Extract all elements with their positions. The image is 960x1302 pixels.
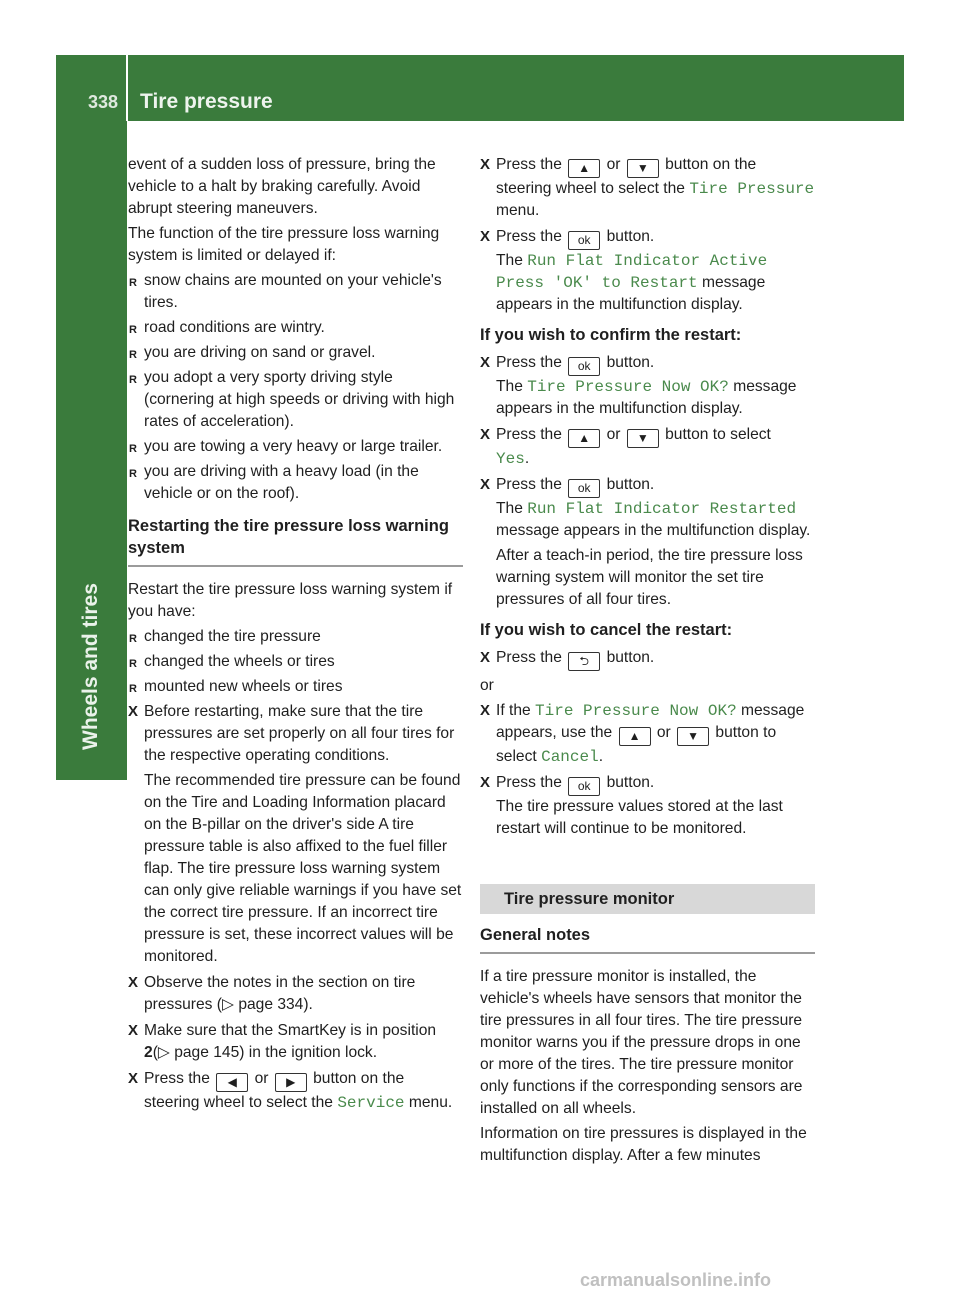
step-text: Make sure that the SmartKey is in position xyxy=(144,1022,437,1039)
display-message: Yes xyxy=(496,450,525,468)
step-item xyxy=(128,1020,463,1064)
down-arrow-key-icon: ▼ xyxy=(627,159,659,178)
paragraph: Information on tire pressures is displayed in the multifunction display. After a few minutes xyxy=(480,1125,807,1164)
step-text: Press the xyxy=(496,354,562,371)
subheading: If you wish to cancel the restart: xyxy=(480,621,733,639)
step-item xyxy=(480,474,815,611)
up-arrow-key-icon: ▲ xyxy=(619,727,651,746)
step-text: message appears in the multifunction display. xyxy=(496,274,766,313)
step-note: The recommended tire pressure can be found on the Tire and Loading Information placard on the B-pillar on the driver's side A tire pressure table is also affixed to the fuel filler flap. The tire pressure loss warning system can only give reliable warnings if you have set the correct tire pressure. If an incorrect tire pressure is set, these incorrect values will be monitored. xyxy=(144,772,462,965)
step-arrow-icon: X xyxy=(480,354,491,371)
step-note: After a teach-in period, the tire pressure loss warning system will monitor the set tire pressures of all four tires. xyxy=(496,547,803,608)
step-arrow-icon: X xyxy=(128,1070,139,1087)
heading-rule xyxy=(480,952,815,954)
step-arrow-icon: X xyxy=(480,228,491,245)
step-text: The xyxy=(496,378,523,395)
down-arrow-key-icon: ▼ xyxy=(627,429,659,448)
step-text: or xyxy=(606,156,621,173)
watermark: carmanualsonline.info xyxy=(580,1270,772,1290)
back-key-icon: ⮌ xyxy=(568,652,600,671)
step-item xyxy=(480,647,815,671)
step-note: The tire pressure values stored at the last restart will continue to be monitored. xyxy=(496,798,783,837)
ok-key-icon: ok xyxy=(568,357,600,376)
bullet-item: R you are driving on sand or gravel. xyxy=(128,342,463,364)
step-item xyxy=(480,772,815,840)
step-arrow-icon: X xyxy=(480,702,491,719)
display-message: Cancel xyxy=(541,748,599,766)
step-text: message appears in the multifunction display. xyxy=(496,522,811,539)
display-message: Tire Pressure Now OK? xyxy=(535,702,737,720)
step-text: Press the xyxy=(496,649,562,666)
key-position: 2 xyxy=(144,1044,153,1061)
step-text: message appears, use the xyxy=(496,702,805,741)
step-text: button. xyxy=(606,774,655,791)
step-text: Before restarting, make sure that the tire pressures are set properly on all four tires for the respective operating conditions. xyxy=(144,703,455,764)
step-text: menu. xyxy=(496,202,540,219)
bullet-item: R you are driving with a heavy load (in the vehicle or on the roof). xyxy=(128,461,463,505)
display-message: Service xyxy=(337,1094,405,1112)
bullet-item: R you are towing a very heavy or large trailer. xyxy=(128,436,463,458)
step-text: Press the xyxy=(144,1070,210,1087)
step-arrow-icon: X xyxy=(480,156,491,173)
up-arrow-key-icon: ▲ xyxy=(568,159,600,178)
step-text: The xyxy=(496,500,523,517)
bullet-item: R changed the tire pressure xyxy=(128,626,463,648)
side-label: Wheels and tires xyxy=(79,583,102,750)
step-text: button. xyxy=(606,476,655,493)
section-heading: General notes xyxy=(480,926,591,944)
step-text: Press the xyxy=(496,476,562,493)
step-arrow-icon: X xyxy=(480,476,491,493)
step-text: (▷ page 145) in the ignition lock. xyxy=(152,1044,378,1061)
step-text: or xyxy=(606,426,621,443)
bullet-item: R changed the wheels or tires xyxy=(128,651,463,673)
step-item xyxy=(480,352,815,420)
left-column xyxy=(128,154,463,1118)
step-text: message appears in the multifunction display. xyxy=(496,378,797,417)
right-arrow-key-icon: ▶ xyxy=(275,1073,307,1092)
step-text: button. xyxy=(606,228,655,245)
display-message: Run Flat Indicator Active Press 'OK' to Restart xyxy=(496,252,768,292)
bullet-item: R mounted new wheels or tires xyxy=(128,676,463,698)
step-item xyxy=(480,424,815,470)
paragraph: or xyxy=(480,677,494,694)
right-column xyxy=(480,154,815,1170)
step-text: . xyxy=(598,748,604,765)
step-arrow-icon: X xyxy=(128,1022,139,1039)
step-arrow-icon: X xyxy=(480,426,491,443)
step-text: Press the xyxy=(496,156,562,173)
section-heading: Restarting the tire pressure loss warning system xyxy=(128,517,449,557)
step-text: button. xyxy=(606,354,655,371)
step-text: Press the xyxy=(496,426,562,443)
boxed-section-heading: Tire pressure monitor xyxy=(480,884,815,914)
step-item xyxy=(480,154,815,222)
up-arrow-key-icon: ▲ xyxy=(568,429,600,448)
step-text: Observe the notes in the section on tire pressures (▷ page 334). xyxy=(144,974,416,1013)
left-arrow-key-icon: ◀ xyxy=(216,1073,248,1092)
step-text: or xyxy=(254,1070,269,1087)
step-text: button. xyxy=(606,649,655,666)
step-text: or xyxy=(656,724,671,741)
display-message: Tire Pressure xyxy=(689,180,815,198)
step-text: button on the steering wheel to select the xyxy=(144,1070,405,1111)
step-text: Press the xyxy=(496,228,562,245)
paragraph: Restart the tire pressure loss warning system if you have: xyxy=(128,581,453,620)
step-text: menu. xyxy=(408,1094,453,1111)
step-text: button to select xyxy=(665,426,771,443)
step-arrow-icon: X xyxy=(128,974,139,991)
step-text: The xyxy=(496,252,523,269)
step-arrow-icon: X xyxy=(480,649,491,666)
paragraph: The function of the tire pressure loss warning system is limited or delayed if: xyxy=(128,225,440,264)
step-item xyxy=(480,226,815,316)
header-divider xyxy=(126,55,128,121)
subheading: If you wish to confirm the restart: xyxy=(480,326,742,344)
bullet-item: R road conditions are wintry. xyxy=(128,317,463,339)
heading-rule xyxy=(128,565,463,567)
step-item xyxy=(128,1068,463,1114)
step-text: If the xyxy=(496,702,531,719)
step-arrow-icon: X xyxy=(480,774,491,791)
ok-key-icon: ok xyxy=(568,231,600,250)
display-message: Run Flat Indicator Restarted xyxy=(527,500,797,518)
bullet-item: R you adopt a very sporty driving style (cornering at high speeds or driving with high rates of acceleration). xyxy=(128,367,463,433)
down-arrow-key-icon: ▼ xyxy=(677,727,709,746)
section-title: Tire pressure xyxy=(140,90,273,113)
step-text: . xyxy=(524,450,530,467)
step-text: button to select xyxy=(496,724,777,765)
paragraph: If a tire pressure monitor is installed, the vehicle's wheels have sensors that monitor the tire pressures in all four tires. The tire pressure monitor warns you if the pressure drops in one or more of the tires. The tire pressure monitor only functions if the corresponding sensors are installed on all wheels. xyxy=(480,968,803,1117)
ok-key-icon: ok xyxy=(568,479,600,498)
ok-key-icon: ok xyxy=(568,777,600,796)
step-arrow-icon: X xyxy=(128,703,139,720)
step-item xyxy=(128,701,463,968)
bullet-item: R snow chains are mounted on your vehicle's tires. xyxy=(128,270,463,314)
step-item xyxy=(480,700,815,768)
step-text: Press the xyxy=(496,774,562,791)
step-item xyxy=(128,972,463,1016)
page-number: 338 xyxy=(88,92,119,112)
step-text: button on the steering wheel to select the xyxy=(496,156,757,197)
paragraph: event of a sudden loss of pressure, bring the vehicle to a halt by braking carefully. Avoid abrupt steering maneuvers. xyxy=(128,156,436,217)
display-message: Tire Pressure Now OK? xyxy=(527,378,729,396)
